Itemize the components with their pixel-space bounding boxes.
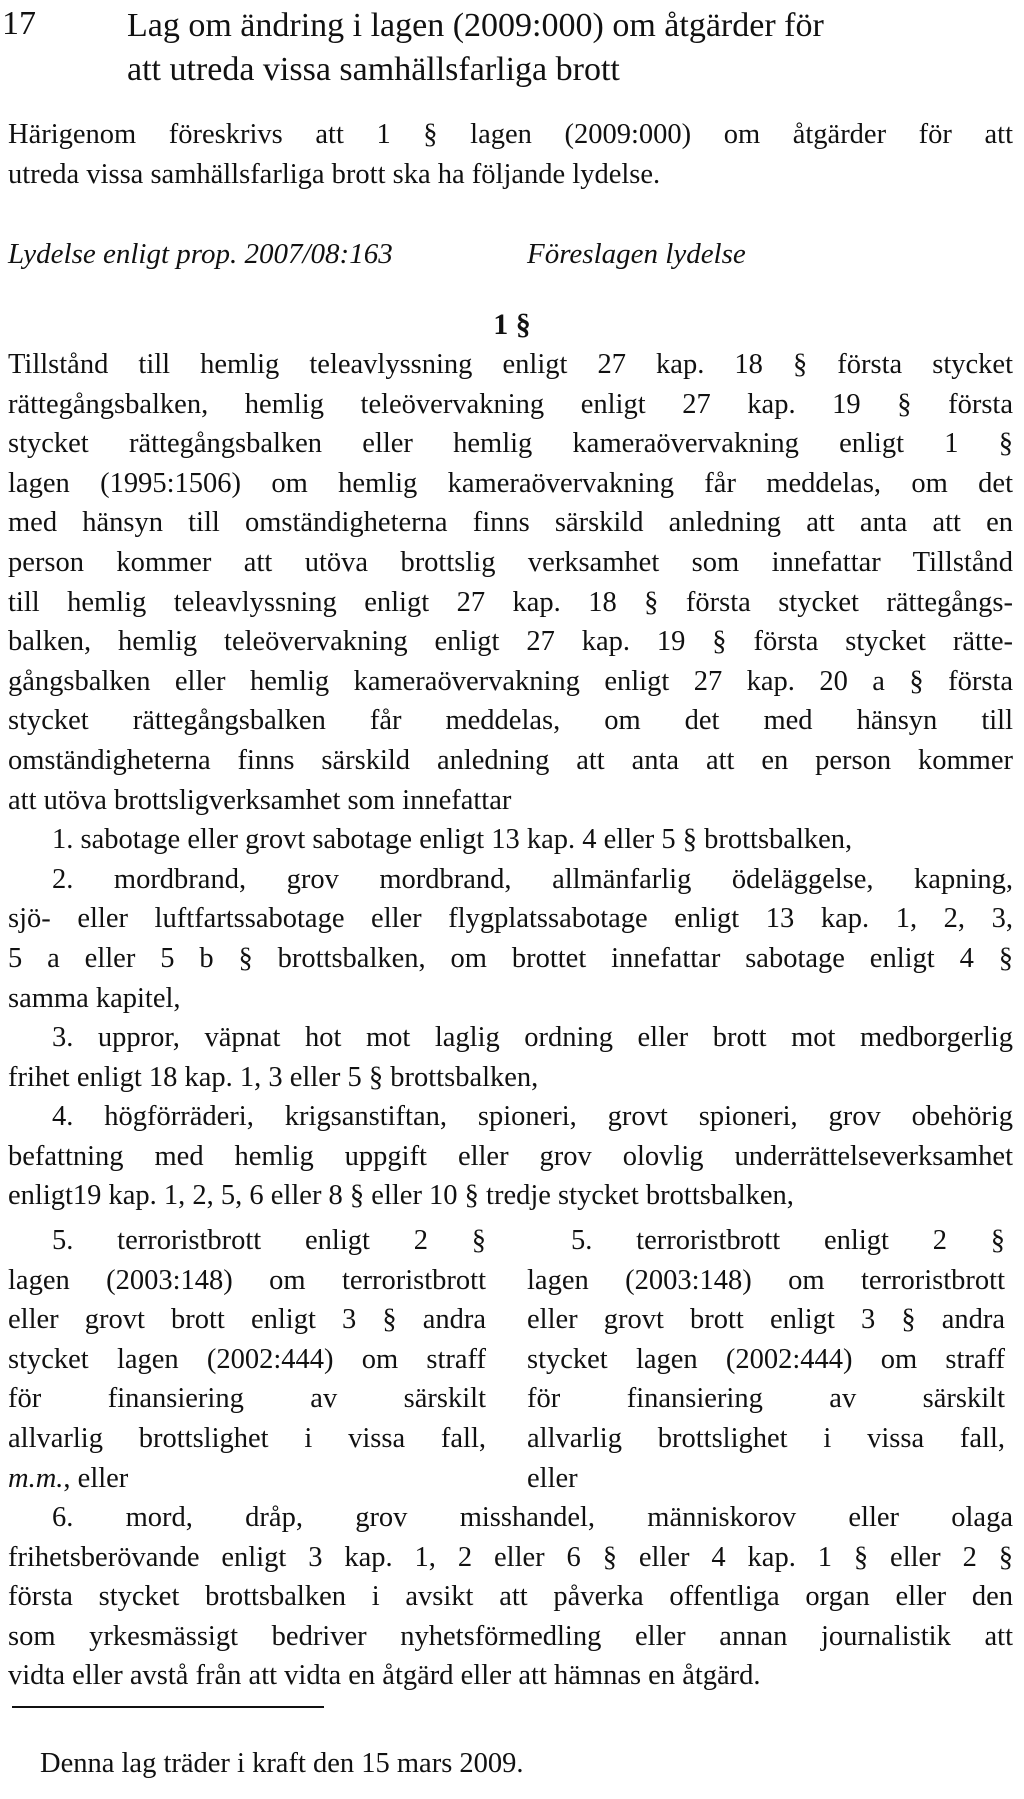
item-5-proposed-line: eller: [527, 1462, 578, 1494]
proposed-wording-heading: Föreslagen lydelse: [527, 238, 746, 270]
body-line: till hemlig teleavlyssning enligt 27 kap. 18 § första stycket rättegångs-: [8, 586, 1013, 618]
item-5-current-wording: [8, 1221, 486, 1498]
list-item-6-line: frihetsberövande enligt 3 kap. 1, 2 eller 6 § eller 4 kap. 1 § eller 2 §: [8, 1541, 1013, 1573]
body-line: gångsbalken eller hemlig kameraövervakning enligt 27 kap. 20 a § första: [8, 665, 1013, 697]
list-item-6-line: första stycket brottsbalken i avsikt att påverka offentliga organ eller den: [8, 1581, 1013, 1613]
item-5-current-line: eller grovt brott enligt 3 § andra: [8, 1304, 486, 1336]
list-item-6: 6. mord, dråp, grov misshandel, människorov eller olaga: [52, 1502, 1013, 1533]
list-item-6-block: [8, 1498, 1013, 1696]
page-number: 17: [2, 5, 36, 42]
list-item-4: 4. högförräderi, krigsanstiftan, spioneri, grovt spioneri, grov obehörig: [52, 1101, 1013, 1133]
list-item-3: 3. uppror, väpnat hot mot laglig ordning eller brott mot medborgerlig: [52, 1022, 1013, 1054]
current-wording-heading: Lydelse enligt prop. 2007/08:163: [8, 238, 393, 270]
item-5-current-tail: , eller: [63, 1462, 129, 1494]
body-line: rättegångsbalken, hemlig teleövervakning enligt 27 kap. 19 § första: [8, 388, 1013, 420]
item-5-current-line: lagen (2003:148) om terroristbrott: [8, 1264, 486, 1296]
body-line: omständigheterna finns särskild anledning att anta att en person kommer: [8, 744, 1013, 776]
law-title-line: att utreda vissa samhällsfarliga brott: [127, 51, 620, 88]
mm-abbreviation: m.m.: [8, 1462, 64, 1494]
list-item-4-line: befattning med hemlig uppgift eller grov olovlig underrättelseverksamhet: [8, 1140, 1013, 1172]
body-line: stycket rättegångsbalken får meddelas, om det med hänsyn till: [8, 705, 1013, 737]
list-item-2: 2. mordbrand, grov mordbrand, allmänfarlig ödeläggelse, kapning,: [52, 863, 1013, 895]
item-5-proposed-wording: [527, 1221, 1005, 1498]
section-body: [8, 345, 1013, 1216]
list-item-6-line: vidta eller avstå från att vidta en åtgärd eller att hämnas en åtgärd.: [8, 1660, 761, 1692]
body-line: person kommer att utöva brottslig verksamhet som innefattar Tillstånd: [8, 546, 1013, 578]
item-5-proposed-line: för finansiering av särskilt: [527, 1383, 1005, 1415]
intro-line: utreda vissa samhällsfarliga brott ska ha följande lydelse.: [8, 159, 661, 190]
footnote-text: Denna lag träder i kraft den 15 mars 2009.: [40, 1748, 524, 1779]
list-item-1: 1. sabotage eller grovt sabotage enligt 13 kap. 4 eller 5 § brottsbalken,: [52, 824, 853, 856]
item-5-current-line: stycket lagen (2002:444) om straff: [8, 1343, 486, 1375]
body-line: stycket rättegångsbalken eller hemlig kameraövervakning enligt 1 §: [8, 428, 1013, 460]
item-5-current-line: för finansiering av särskilt: [8, 1383, 486, 1415]
list-item-2-line: 5 a eller 5 b § brottsbalken, om brottet innefattar sabotage enligt 4 §: [8, 942, 1013, 974]
body-line: lagen (1995:1506) om hemlig kameraövervakning får meddelas, om det: [8, 467, 1013, 499]
item-5-current-line: 5. terroristbrott enligt 2 §: [52, 1225, 486, 1256]
item-5-proposed-line: lagen (2003:148) om terroristbrott: [527, 1264, 1005, 1296]
item-5-proposed-line: stycket lagen (2002:444) om straff: [527, 1343, 1005, 1375]
list-item-6-line: som yrkesmässigt bedriver nyhetsförmedling eller annan journalistik att: [8, 1620, 1013, 1652]
list-item-3-line: frihet enligt 18 kap. 1, 3 eller 5 § brottsbalken,: [8, 1061, 539, 1093]
section-heading: 1 §: [493, 308, 531, 341]
item-5-proposed-line: eller grovt brott enligt 3 § andra: [527, 1304, 1005, 1336]
body-line: Tillstånd till hemlig teleavlyssning enligt 27 kap. 18 § första stycket: [8, 349, 1013, 380]
list-item-2-line: sjö- eller luftfartssabotage eller flygplatssabotage enligt 13 kap. 1, 2, 3,: [8, 903, 1013, 935]
body-line: med hänsyn till omständigheterna finns särskild anledning att anta att en: [8, 507, 1013, 539]
intro-paragraph: [8, 115, 1013, 195]
item-5-current-last-line: [8, 1459, 486, 1499]
law-title-line: Lag om ändring i lagen (2009:000) om åtgärder för: [127, 7, 824, 44]
item-5-current-line: allvarlig brottslighet i vissa fall,: [8, 1422, 486, 1454]
item-5-proposed-line: allvarlig brottslighet i vissa fall,: [527, 1422, 1005, 1454]
footnote-divider: [12, 1706, 324, 1708]
body-line: balken, hemlig teleövervakning enligt 27 kap. 19 § första stycket rätte-: [8, 626, 1013, 658]
list-item-2-line: samma kapitel,: [8, 982, 181, 1014]
list-item-4-line: enligt19 kap. 1, 2, 5, 6 eller 8 § eller 10 § tredje stycket brottsbalken,: [8, 1180, 794, 1212]
intro-line: Härigenom föreskrivs att 1 § lagen (2009:000) om åtgärder för att: [8, 119, 1013, 150]
item-5-proposed-line: 5. terroristbrott enligt 2 §: [571, 1225, 1005, 1256]
law-title: [127, 4, 1007, 92]
body-line: att utöva brottsligverksamhet som innefattar: [8, 784, 512, 816]
